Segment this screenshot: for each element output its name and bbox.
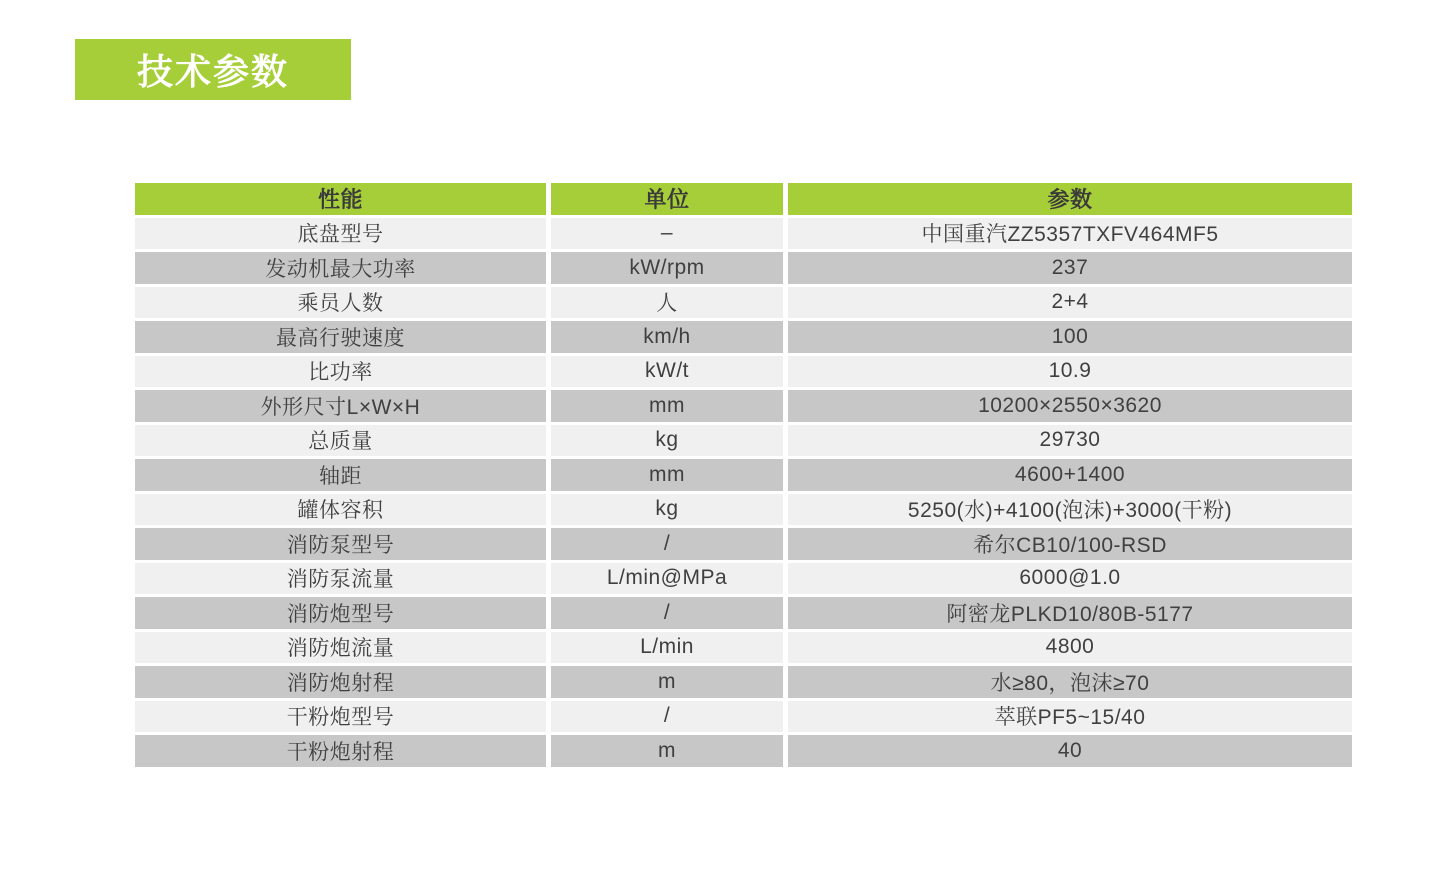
unit-cell: m — [551, 735, 788, 770]
section-title: 技术参数 — [136, 51, 289, 92]
parameter-cell: 2+4 — [788, 287, 1352, 322]
unit-cell: kg — [551, 494, 788, 529]
table-row — [135, 494, 1352, 529]
parameter-cell: 10.9 — [788, 356, 1352, 391]
unit-cell: – — [551, 218, 788, 253]
performance-cell: 轴距 — [135, 459, 551, 494]
performance-cell: 消防泵流量 — [135, 563, 551, 598]
header-unit: 单位 — [551, 183, 788, 218]
table-header-row — [135, 183, 1352, 218]
section-title-badge — [75, 39, 351, 100]
unit-cell: kW/rpm — [551, 252, 788, 287]
table-row — [135, 425, 1352, 460]
unit-cell: mm — [551, 390, 788, 425]
table-row — [135, 252, 1352, 287]
parameter-cell: 40 — [788, 735, 1352, 770]
parameter-cell: 4800 — [788, 632, 1352, 667]
table-body — [135, 218, 1352, 770]
spec-table — [135, 183, 1352, 770]
table-row — [135, 701, 1352, 736]
parameter-cell: 100 — [788, 321, 1352, 356]
table-row — [135, 356, 1352, 391]
table-row — [135, 597, 1352, 632]
table-row — [135, 390, 1352, 425]
parameter-cell: 237 — [788, 252, 1352, 287]
table-row — [135, 528, 1352, 563]
unit-cell: L/min — [551, 632, 788, 667]
unit-cell: kW/t — [551, 356, 788, 391]
parameter-cell: 6000@1.0 — [788, 563, 1352, 598]
parameter-cell: 萃联PF5~15/40 — [788, 701, 1352, 736]
table-row — [135, 735, 1352, 770]
unit-cell: kg — [551, 425, 788, 460]
parameter-cell: 希尔CB10/100-RSD — [788, 528, 1352, 563]
unit-cell: 人 — [551, 287, 788, 322]
performance-cell: 总质量 — [135, 425, 551, 460]
performance-cell: 外形尺寸L×W×H — [135, 390, 551, 425]
unit-cell: m — [551, 666, 788, 701]
performance-cell: 发动机最大功率 — [135, 252, 551, 287]
unit-cell: / — [551, 701, 788, 736]
table-row — [135, 321, 1352, 356]
header-performance: 性能 — [135, 183, 551, 218]
parameter-cell: 阿密龙PLKD10/80B-5177 — [788, 597, 1352, 632]
unit-cell: km/h — [551, 321, 788, 356]
parameter-cell: 10200×2550×3620 — [788, 390, 1352, 425]
parameter-cell: 水≥80，泡沫≥70 — [788, 666, 1352, 701]
parameter-cell: 5250(水)+4100(泡沫)+3000(干粉) — [788, 494, 1352, 529]
performance-cell: 比功率 — [135, 356, 551, 391]
performance-cell: 消防炮流量 — [135, 632, 551, 667]
performance-cell: 最高行驶速度 — [135, 321, 551, 356]
performance-cell: 罐体容积 — [135, 494, 551, 529]
unit-cell: mm — [551, 459, 788, 494]
table-row — [135, 666, 1352, 701]
unit-cell: / — [551, 528, 788, 563]
table-row — [135, 287, 1352, 322]
performance-cell: 消防炮型号 — [135, 597, 551, 632]
performance-cell: 乘员人数 — [135, 287, 551, 322]
unit-cell: L/min@MPa — [551, 563, 788, 598]
performance-cell: 消防泵型号 — [135, 528, 551, 563]
unit-cell: / — [551, 597, 788, 632]
table-row — [135, 632, 1352, 667]
performance-cell: 干粉炮型号 — [135, 701, 551, 736]
table-row — [135, 563, 1352, 598]
parameter-cell: 中国重汽ZZ5357TXFV464MF5 — [788, 218, 1352, 253]
table-row — [135, 459, 1352, 494]
performance-cell: 消防炮射程 — [135, 666, 551, 701]
performance-cell: 干粉炮射程 — [135, 735, 551, 770]
table-row — [135, 218, 1352, 253]
performance-cell: 底盘型号 — [135, 218, 551, 253]
header-parameter: 参数 — [788, 183, 1352, 218]
parameter-cell: 4600+1400 — [788, 459, 1352, 494]
parameter-cell: 29730 — [788, 425, 1352, 460]
